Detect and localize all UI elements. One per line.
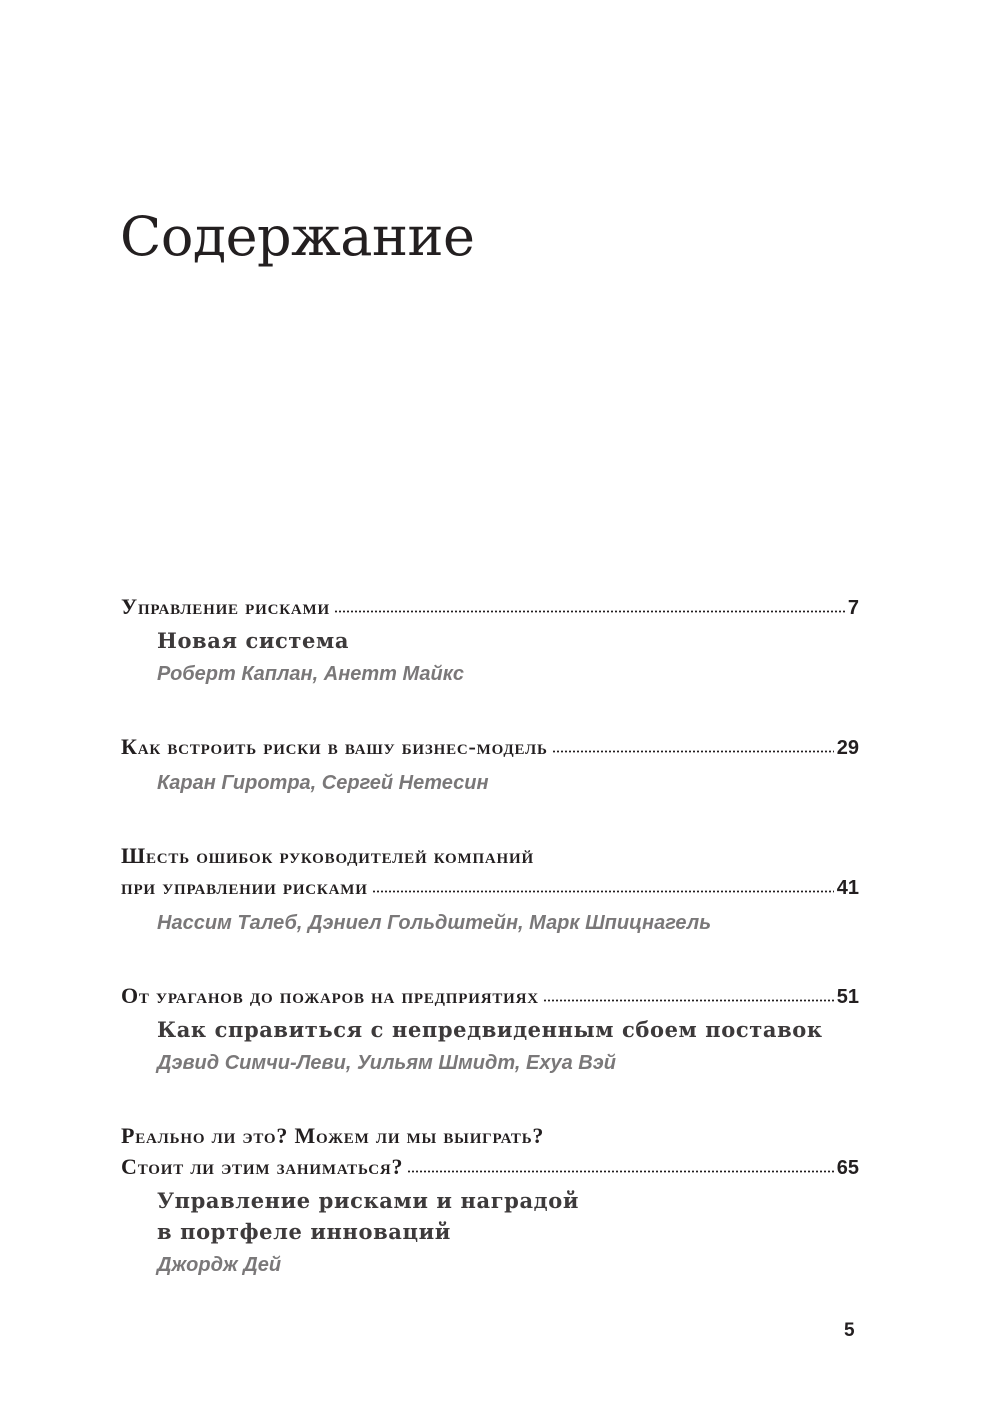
toc-title-row xyxy=(121,594,859,625)
chapter-page-number: 65 xyxy=(836,1157,859,1179)
chapter-title: Реально ли это? Можем ли мы выиграть? xyxy=(121,1123,545,1148)
toc-title-row xyxy=(121,734,859,765)
toc-title-row xyxy=(121,874,859,905)
chapter-authors: Роберт Каплан, Анетт Майкс xyxy=(157,663,465,685)
chapter-authors: Джордж Дей xyxy=(157,1254,282,1276)
chapter-page-number: 7 xyxy=(847,597,859,619)
chapter-subtitle: Как справиться с непредвиденным сбоем поставок xyxy=(157,1017,823,1042)
toc-entry xyxy=(121,843,859,937)
chapter-page-number: 41 xyxy=(836,877,859,899)
chapter-subtitle: Новая система xyxy=(157,628,350,653)
chapter-authors: Нассим Талеб, Дэниел Гольдштейн, Марк Шпицнагель xyxy=(157,912,712,934)
chapter-page-number: 29 xyxy=(836,737,859,759)
page-number: 5 xyxy=(844,1320,855,1341)
dot-leader xyxy=(552,749,834,754)
chapter-page-number: 51 xyxy=(836,986,859,1008)
chapter-title: От ураганов до пожаров на предприятиях xyxy=(121,983,539,1008)
chapter-title: Как встроить риски в вашу бизнес-модель xyxy=(121,734,548,759)
table-of-contents xyxy=(121,594,859,1325)
toc-entry xyxy=(121,594,859,688)
chapter-authors: Дэвид Симчи-Леви, Уильям Шмидт, Ехуа Вэй xyxy=(157,1052,616,1074)
toc-title-row xyxy=(121,1123,859,1154)
toc-title-row xyxy=(121,843,859,874)
chapter-subtitle: в портфеле инноваций xyxy=(157,1219,451,1244)
toc-entry xyxy=(121,734,859,797)
chapter-title: Управление рисками xyxy=(121,594,330,619)
toc-entry xyxy=(121,1123,859,1279)
dot-leader xyxy=(407,1169,833,1174)
chapter-title: Стоит ли этим заниматься? xyxy=(121,1154,404,1179)
toc-title-row xyxy=(121,983,859,1014)
dot-leader xyxy=(543,998,834,1003)
page-title: Содержание xyxy=(120,205,475,268)
chapter-title: при управлении рисками xyxy=(121,874,368,899)
chapter-authors: Каран Гиротра, Сергей Нетесин xyxy=(157,772,489,794)
dot-leader xyxy=(334,609,845,614)
chapter-title: Шесть ошибок руководителей компаний xyxy=(121,843,534,868)
dot-leader xyxy=(372,889,834,894)
chapter-subtitle: Управление рисками и наградой xyxy=(157,1188,580,1213)
toc-title-row xyxy=(121,1154,859,1185)
toc-entry xyxy=(121,983,859,1077)
